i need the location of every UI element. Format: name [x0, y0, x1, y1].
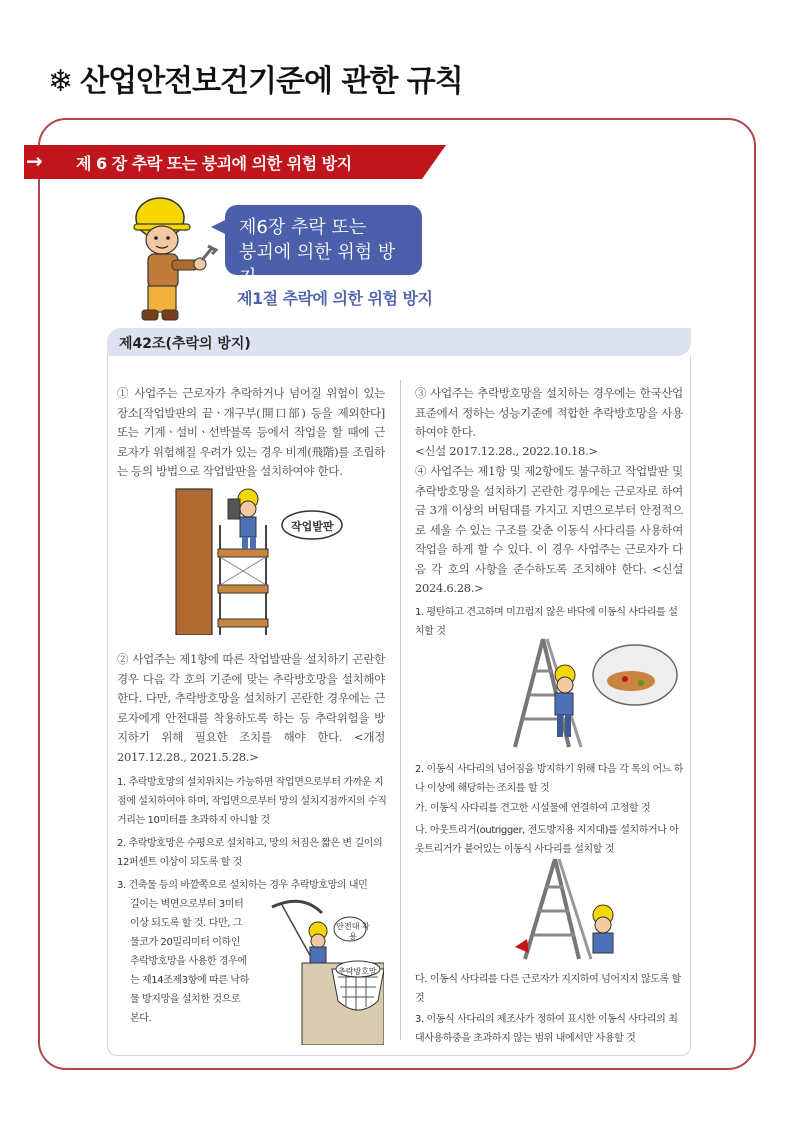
ladder-item-2a: 가. 이동식 사다리를 견고한 시설물에 연결하여 고정할 것: [415, 803, 651, 814]
ladder-floor-illustration: [485, 635, 685, 750]
worker-illustration: [128, 190, 218, 330]
ladder-outrigger-illustration: [505, 855, 625, 965]
fig1-label: 작업발판: [291, 520, 334, 533]
arrow-right-icon: →: [26, 149, 43, 173]
column-divider: [400, 380, 401, 1040]
list-item-3a: 3. 건축물 등의 바깥쪽으로 설치하는 경우 추락방호망의 내민: [117, 880, 368, 891]
paragraph-2: ② 사업주는 제1항에 따른 작업발판을 설치하기 곤란한 경우 다음 각 호의 기준에 맞는 추락방호망을 설치해야 한다. 다만, 추락방호망을 설치하기 곤란한 경우에는 근로자에게 안전대를 착용하도록 하는 등 추락위험을 방지하기 위해 필요한 조치를 해야 한다. <개정 2017.12.28., 2021.5.28.>: [117, 652, 385, 764]
chapter-title: 제 6 장 추락 또는 붕괴에 의한 위험 방지: [76, 154, 352, 173]
ladder-item-3: 3. 이동식 사다리의 제조사가 정하여 표시한 이동식 사다리의 최대사용하중을 초과하지 않는 범위 내에서만 사용할 것: [415, 1014, 678, 1044]
ladder-item-2b: 나. 아웃트리거(outrigger, 전도방지용 지지대)를 설치하거나 아웃트리거가 붙어있는 이동식 사다리를 설치할 것: [415, 825, 679, 855]
article-title: 제42조(추락의 방지): [119, 336, 251, 352]
paragraph-3-note: <신설 2017.12.28., 2022.10.18.>: [415, 444, 598, 458]
page-title-text: 산업안전보건기준에 관한 규칙: [80, 64, 463, 99]
scaffold-illustration: [170, 485, 370, 635]
chapter-banner: [24, 145, 446, 179]
list-item-2: 2. 추락방호망은 수평으로 설치하고, 망의 처짐은 짧은 변 길이의 12퍼센트 이상이 되도록 할 것: [117, 838, 383, 868]
paragraph-4: ④ 사업주는 제1항 및 제2항에도 불구하고 작업발판 및 추락방호망을 설치하기 곤란한 경우에는 근로자로 하여금 3개 이상의 버팀대를 가지고 지면으로부터 안정적으로 세울 수 있는 구조를 갖춘 이동식 사다리를 사용하여 작업을 하게 할 수 있다. 이 경우 사업주는 근로자가 다음 각 호의 사항을 준수하도록 조치해야 한다. <신설 2024.6.28.>: [415, 464, 683, 595]
bubble-tail: [211, 219, 227, 235]
fig2-label-harness: 안전대 착용: [336, 922, 370, 941]
fig2-label-net: 추락방호망: [338, 967, 377, 976]
list-item-1: 1. 추락방호망의 설치위치는 가능하면 작업면으로부터 가까운 지점에 설치하여야 하며, 작업면으로부터 망의 설치지점까지의 수직거리는 10미터를 초과하지 아니할 것: [117, 777, 387, 826]
article-header: [107, 328, 691, 356]
page-title: [48, 56, 463, 100]
ladder-item-1: 1. 평탄하고 견고하며 미끄럽지 않은 바닥에 이동식 사다리를 설치할 것: [415, 607, 678, 637]
ladder-item-2: 2. 이동식 사다리의 넘어짐을 방지하기 위해 다음 각 목의 어느 하나 이상에 해당하는 조치를 할 것: [415, 764, 684, 794]
snowflake-icon: ❄: [48, 64, 73, 99]
list-item-3b: 길이는 벽면으로부터 3미터 이상 되도록 할 것. 다만, 그물코가 20밀리미터 이하인 추락방호망을 사용한 경우에는 제14조제3항에 따른 낙하물 방지망을 설치한 것으로 본다.: [130, 899, 249, 1024]
bubble-line-2: 붕괴에 의한 위험 방지: [239, 242, 396, 288]
ladder-item-2c: 다. 이동식 사다리를 다른 근로자가 지지하여 넘어지지 않도록 할 것: [415, 974, 681, 1004]
speech-bubble: [225, 205, 422, 288]
paragraph-3: ③ 사업주는 추락방호망을 설치하는 경우에는 한국산업표준에서 정하는 성능기준에 적합한 추락방호망을 사용하여야 한다.: [415, 386, 683, 439]
bubble-line-1: 제6장 추락 또는: [239, 217, 367, 238]
paragraph-1: ① 사업주는 근로자가 추락하거나 넘어질 위험이 있는 장소[작업발판의 끝ㆍ개구부(開口部) 등을 제외한다] 또는 기계ㆍ설비ㆍ선박블록 등에서 작업을 할 때에 근로자가 위험해질 우려가 있는 경우 비계(飛階)를 조립하는 등의 방법으로 작업발판을 설치하여야 한다.: [117, 386, 385, 478]
section-title: 제1절 추락에 의한 위험 방지: [237, 289, 433, 308]
